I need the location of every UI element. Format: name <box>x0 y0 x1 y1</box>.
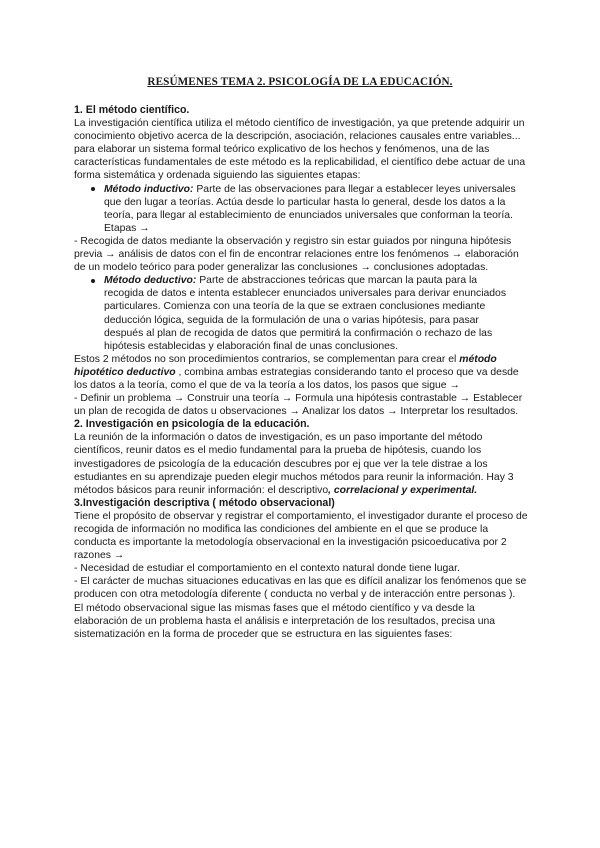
section-2-heading: 2. Investigación en psicología de la educación. <box>74 418 310 431</box>
combined-method-term: método hipotético deductivo <box>74 353 497 378</box>
section-1-heading: 1. El método científico. <box>74 104 190 116</box>
document-body <box>74 104 530 641</box>
combined-steps: - Definir un problema → Construir una teoría → Formula una hipótesis contrastable → Establecer un plan de recogida de datos u observaciones → Analizar los datos → Interpretar los resultados. <box>74 393 523 418</box>
section-3-reason-1: - Necesidad de estudiar el comportamiento en el contexto natural donde tiene lugar. <box>74 563 460 575</box>
combined-method-paragraph <box>74 353 530 392</box>
section-2-emphasis: , correlacional y experimental. <box>328 484 478 496</box>
inductive-method-item <box>74 183 530 235</box>
bullet-icon <box>91 279 95 283</box>
section-2-text: La reunión de la información o datos de investigación, es un paso importante del método científicos, reunir datos es el medio fundamental para la prueba de hipótesis, cuando los investigadores de psicología de la educación descubres por ej que ver la tele distrae a los estudiantes en su aprendizaje pueden elegir muchos métodos para reunir la información. Hay 3 métodos básicos para reunir información: el descriptivo <box>74 432 514 496</box>
methods-list-deductive <box>74 274 530 353</box>
methods-list-inductive <box>74 183 530 235</box>
deductive-method-item <box>74 274 530 353</box>
inductive-steps: - Recogida de datos mediante la observación y registro sin estar guiados por ninguna hipótesis previa → análisis de datos con el fin de encontrar relaciones entre los fenómenos → elaboración de un modelo teórico para poder generalizar las conclusiones → conclusiones adoptadas. <box>74 235 519 274</box>
combined-pre-text: Estos 2 métodos no son procedimientos contrarios, se complementan para crear el <box>74 353 460 365</box>
deductive-method-text: Parte de abstracciones teóricas que marcan la pauta para la recogida de datos e intenta establecer enunciados universales para derivar enunciados particulares. Comienza con una teoría de la que se extraen conclusiones mediante deducción lógica, seguida de la formulación de una o varias hipótesis, para pasar después al plan de recogida de datos que permitirá la confirmación o rechazo de las hipótesis establecidas y elaboración final de unas conclusiones. <box>104 275 507 352</box>
combined-post-text: , combina ambas estrategias considerando tanto el proceso que va desde los datos a la teoría, como el que de va la teoría a los datos, los pasos que sigue → <box>74 366 519 391</box>
section-1-intro: La investigación científica utiliza el método científico de investigación, ya que pretende adquirir un conocimiento objetivo acerca de la descripción, asociación, relaciones causales entre variables... para elaborar un sistema formal teórico explicativo de los hechos y fenómenos, una de las características fundamentales de este método es la replicabilidad, el científico debe actuar de una forma sistemática y ordenada siguiendo las siguientes etapas: <box>74 118 526 182</box>
section-3-heading: 3.Investigación descriptiva ( método observacional) <box>74 496 335 509</box>
section-3-text: Tiene el propósito de observar y registrar el comportamiento, el investigador durante el proceso de recogida de información no modifica las condiciones del ambiente en el que se produce la conducta es importante la metodología observacional en la investigación psicoeducativa por 2 razones → <box>74 510 528 562</box>
section-3-closing: El método observacional sigue las mismas fases que el método científico y va desde la elaboración de un problema hasta el análisis e interpretación de los resultados, precisa una sistematización en la forma de proceder que se estructura en las siguientes fases: <box>74 602 496 640</box>
inductive-method-term: Método inductivo: <box>104 183 194 195</box>
section-2-paragraph <box>74 431 530 496</box>
inductive-method-text: Parte de las observaciones para llegar a establecer leyes universales que den lugar a teorías. Actúa desde lo particular hasta lo general, desde los datos a la teoría, para llegar al establecimiento de enunciados universales que conforman la teoría. Etapas → <box>104 183 516 234</box>
section-3-reason-2: - El carácter de muchas situaciones educativas en las que es difícil analizar los fenómenos que se producen con otra metodología diferente ( conducta no verbal y de interacción entre personas ). <box>74 576 527 601</box>
bullet-icon <box>91 187 95 191</box>
deductive-method-term: Método deductivo: <box>104 275 197 287</box>
document-title: RESÚMENES TEMA 2. PSICOLOGÍA DE LA EDUCACIÓN. <box>147 76 453 88</box>
